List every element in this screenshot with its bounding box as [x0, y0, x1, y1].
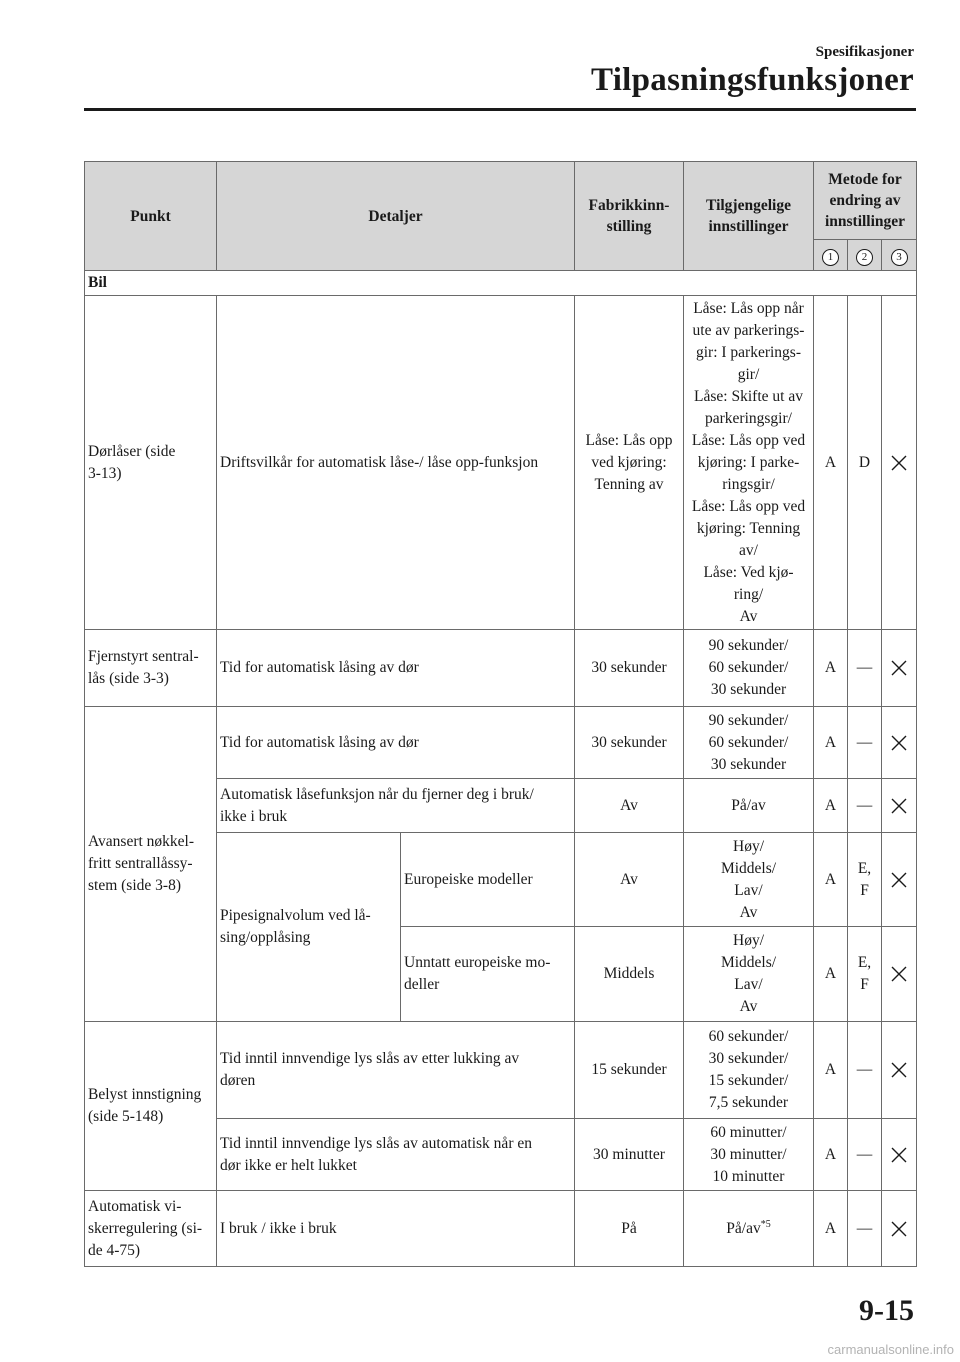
table-row — [85, 707, 917, 779]
page-number: 9-15 — [859, 1294, 914, 1327]
table-row — [85, 630, 917, 707]
fabrikk-cell: Låse: Lås opp ved kjøring: Tenning av — [575, 296, 684, 630]
method-1-cell: A — [814, 1191, 848, 1267]
tilgjengelige-cell: 60 sekunder/ 30 sekunder/ 15 sekunder/ 7,5 sekunder — [684, 1022, 814, 1119]
cross-icon — [890, 734, 908, 752]
method-3-cell — [882, 1022, 917, 1119]
section-name: Spesifikasjoner — [815, 44, 914, 60]
fabrikk-cell: Av — [575, 779, 684, 833]
method-2-cell: E, F — [848, 927, 882, 1022]
method-1-cell: A — [814, 927, 848, 1022]
punkt-cell: Automatisk vi- skerregulering (si- de 4-75) — [85, 1191, 217, 1267]
column-header-detaljer: Detaljer — [217, 162, 575, 271]
method-2-cell: — — [848, 779, 882, 833]
method-2-cell: — — [848, 1022, 882, 1119]
cross-icon — [890, 871, 908, 889]
method-1-cell: A — [814, 1022, 848, 1119]
method-2-cell: — — [848, 630, 882, 707]
detaljer-cell: Tid inntil innvendige lys slås av automatisk når en dør ikke er helt lukket — [217, 1119, 575, 1191]
method-3-cell — [882, 833, 917, 927]
method-1-header — [814, 240, 848, 271]
column-header-punkt: Punkt — [85, 162, 217, 271]
method-1-cell: A — [814, 779, 848, 833]
settings-table — [84, 161, 917, 1267]
tilgjengelige-cell: 60 minutter/ 30 minutter/ 10 minutter — [684, 1119, 814, 1191]
cross-icon — [890, 1220, 908, 1238]
method-1-cell: A — [814, 296, 848, 630]
method-3-cell — [882, 1119, 917, 1191]
column-header-tilgjengelige: Tilgjengelige innstillinger — [684, 162, 814, 271]
watermark: carmanualsonline.info — [827, 1342, 954, 1357]
method-2-cell: — — [848, 707, 882, 779]
footnote-marker: *5 — [760, 1218, 771, 1230]
table-row — [85, 1022, 917, 1119]
punkt-cell: Dørlåser (side 3-13) — [85, 296, 217, 630]
section-label: Bil — [85, 271, 917, 296]
sub-detail-cell: Europeiske modeller — [401, 833, 575, 927]
tilgjengelige-cell: 90 sekunder/ 60 sekunder/ 30 sekunder — [684, 707, 814, 779]
fabrikk-cell: 30 minutter — [575, 1119, 684, 1191]
tilgjengelige-value: På/av — [726, 1219, 761, 1237]
method-3-cell — [882, 779, 917, 833]
method-3-cell — [882, 296, 917, 630]
method-3-header — [882, 240, 917, 271]
table-row — [85, 296, 917, 630]
method-number-3: 3 — [891, 249, 908, 266]
method-2-cell: — — [848, 1191, 882, 1267]
fabrikk-cell: 30 sekunder — [575, 707, 684, 779]
method-1-cell: A — [814, 1119, 848, 1191]
method-3-cell — [882, 1191, 917, 1267]
detaljer-cell: I bruk / ikke i bruk — [217, 1191, 575, 1267]
sub-detail-cell: Unntatt europeiske mo- deller — [401, 927, 575, 1022]
cross-icon — [890, 454, 908, 472]
cross-icon — [890, 1061, 908, 1079]
method-3-cell — [882, 707, 917, 779]
method-1-cell: A — [814, 707, 848, 779]
cross-icon — [890, 1146, 908, 1164]
tilgjengelige-cell: Høy/ Middels/ Lav/ Av — [684, 833, 814, 927]
fabrikk-cell: På — [575, 1191, 684, 1267]
punkt-cell: Avansert nøkkel- fritt sentrallåssy- stem (side 3-8) — [85, 707, 217, 1022]
method-3-cell — [882, 927, 917, 1022]
detaljer-cell: Pipesignalvolum ved lå- sing/opplåsing — [217, 833, 401, 1022]
method-3-cell — [882, 630, 917, 707]
cross-icon — [890, 659, 908, 677]
tilgjengelige-cell: Høy/ Middels/ Lav/ Av — [684, 927, 814, 1022]
method-number-2: 2 — [856, 249, 873, 266]
fabrikk-cell: Middels — [575, 927, 684, 1022]
method-2-header — [848, 240, 882, 271]
method-number-1: 1 — [822, 249, 839, 266]
method-1-cell: A — [814, 833, 848, 927]
fabrikk-cell: 30 sekunder — [575, 630, 684, 707]
method-2-cell: — — [848, 1119, 882, 1191]
section-row-bil — [85, 271, 917, 296]
tilgjengelige-cell — [684, 1191, 814, 1267]
column-header-fabrikkinnstilling: Fabrikkinn- stilling — [575, 162, 684, 271]
method-2-cell: D — [848, 296, 882, 630]
method-2-cell: E, F — [848, 833, 882, 927]
table-row — [85, 1191, 917, 1267]
detaljer-cell: Tid for automatisk låsing av dør — [217, 630, 575, 707]
detaljer-cell: Tid inntil innvendige lys slås av etter lukking av døren — [217, 1022, 575, 1119]
method-1-cell: A — [814, 630, 848, 707]
tilgjengelige-cell: På/av — [684, 779, 814, 833]
detaljer-cell: Driftsvilkår for automatisk låse-/ låse opp-funksjon — [217, 296, 575, 630]
detaljer-cell: Tid for automatisk låsing av dør — [217, 707, 575, 779]
cross-icon — [890, 965, 908, 983]
page-title: Tilpasningsfunksjoner — [591, 62, 914, 98]
tilgjengelige-cell: Låse: Lås opp når ute av parkerings- gir: I parkerings- gir/ Låse: Skifte ut av parkeringsgir/ Låse: Lås opp ved kjøring: I parke- ringsgir/ Låse: Lås opp ved kjøring: Tenning av/ Låse: Ved kjø- ring/ Av — [684, 296, 814, 630]
tilgjengelige-cell: 90 sekunder/ 60 sekunder/ 30 sekunder — [684, 630, 814, 707]
punkt-cell: Belyst innstigning (side 5-148) — [85, 1022, 217, 1191]
cross-icon — [890, 797, 908, 815]
punkt-cell: Fjernstyrt sentral- lås (side 3-3) — [85, 630, 217, 707]
fabrikk-cell: Av — [575, 833, 684, 927]
header-divider — [84, 108, 916, 111]
fabrikk-cell: 15 sekunder — [575, 1022, 684, 1119]
column-header-metode: Metode for endring av innstillinger — [814, 162, 917, 240]
detaljer-cell: Automatisk låsefunksjon når du fjerner deg i bruk/ ikke i bruk — [217, 779, 575, 833]
